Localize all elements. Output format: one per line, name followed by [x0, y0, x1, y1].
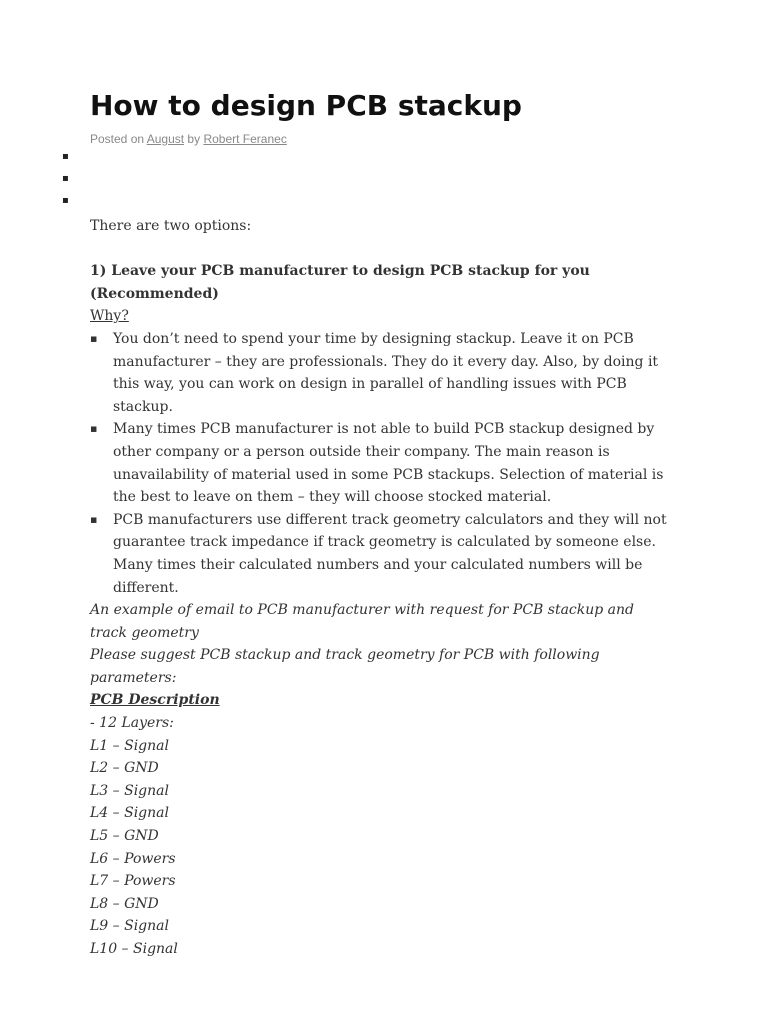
- share-item[interactable]: [62, 144, 69, 166]
- layer-line: L6 – Powers: [90, 850, 176, 867]
- layer-line: L10 – Signal: [90, 941, 178, 957]
- layer-line: L3 – Signal: [90, 782, 169, 799]
- share-item[interactable]: [62, 166, 69, 188]
- by-label: by: [187, 132, 201, 146]
- reason-item: ▪ You don’t need to spend your time by designing stackup. Leave it on PCB manufacturer – they are professionals. They do it every day. Also, by doing it this way, you can work on design in parallel of handling issues with PCB stackup.: [90, 328, 670, 418]
- page-title: How to design PCB stackup: [90, 89, 522, 122]
- intro-text: There are two options:: [90, 218, 252, 234]
- share-item[interactable]: [62, 188, 69, 210]
- reason-item: ▪ Many times PCB manufacturer is not able to build PCB stackup designed by other company or a person outside their company. The main reason is unavailability of material used in some PCB stackups. Selection of material is the best to leave on them – they will choose stocked material.: [90, 418, 670, 508]
- reason-item: ▪ PCB manufacturers use different track geometry calculators and they will not guarantee track impedance if track geometry is calculated by someone else. Many times their calculated numbers and your calculated numbers will be different.: [90, 509, 670, 599]
- post-meta: [90, 130, 287, 148]
- email-request: Please suggest PCB stackup and track geometry for PCB with following parameters:: [90, 647, 600, 686]
- layer-line: L2 – GND: [90, 760, 159, 777]
- pcb-description-heading: PCB Description: [90, 692, 220, 709]
- layers-count-line: - 12 Layers:: [90, 715, 174, 732]
- layer-line: L7 – Powers: [90, 873, 176, 890]
- layer-line: L1 – Signal: [90, 737, 169, 754]
- posted-on-label: Posted on: [90, 132, 145, 146]
- layer-line: L5 – GND: [90, 828, 159, 845]
- email-intro: An example of email to PCB manufacturer with request for PCB stackup and track geometry: [90, 602, 635, 641]
- layer-line: L8 – GND: [90, 895, 159, 912]
- layer-list: [90, 712, 670, 961]
- option-1-heading: 1) Leave your PCB manufacturer to design PCB stackup for you (Recommended): [90, 263, 590, 302]
- author-link[interactable]: Robert Feranec: [203, 132, 287, 146]
- share-list: [62, 144, 69, 210]
- article-body: [90, 215, 670, 961]
- layer-line: L4 – Signal: [90, 805, 169, 822]
- reasons-list: [90, 328, 670, 599]
- date-link[interactable]: August: [146, 132, 185, 146]
- why-label: Why?: [90, 308, 129, 325]
- layer-line: L9 – Signal: [90, 918, 169, 935]
